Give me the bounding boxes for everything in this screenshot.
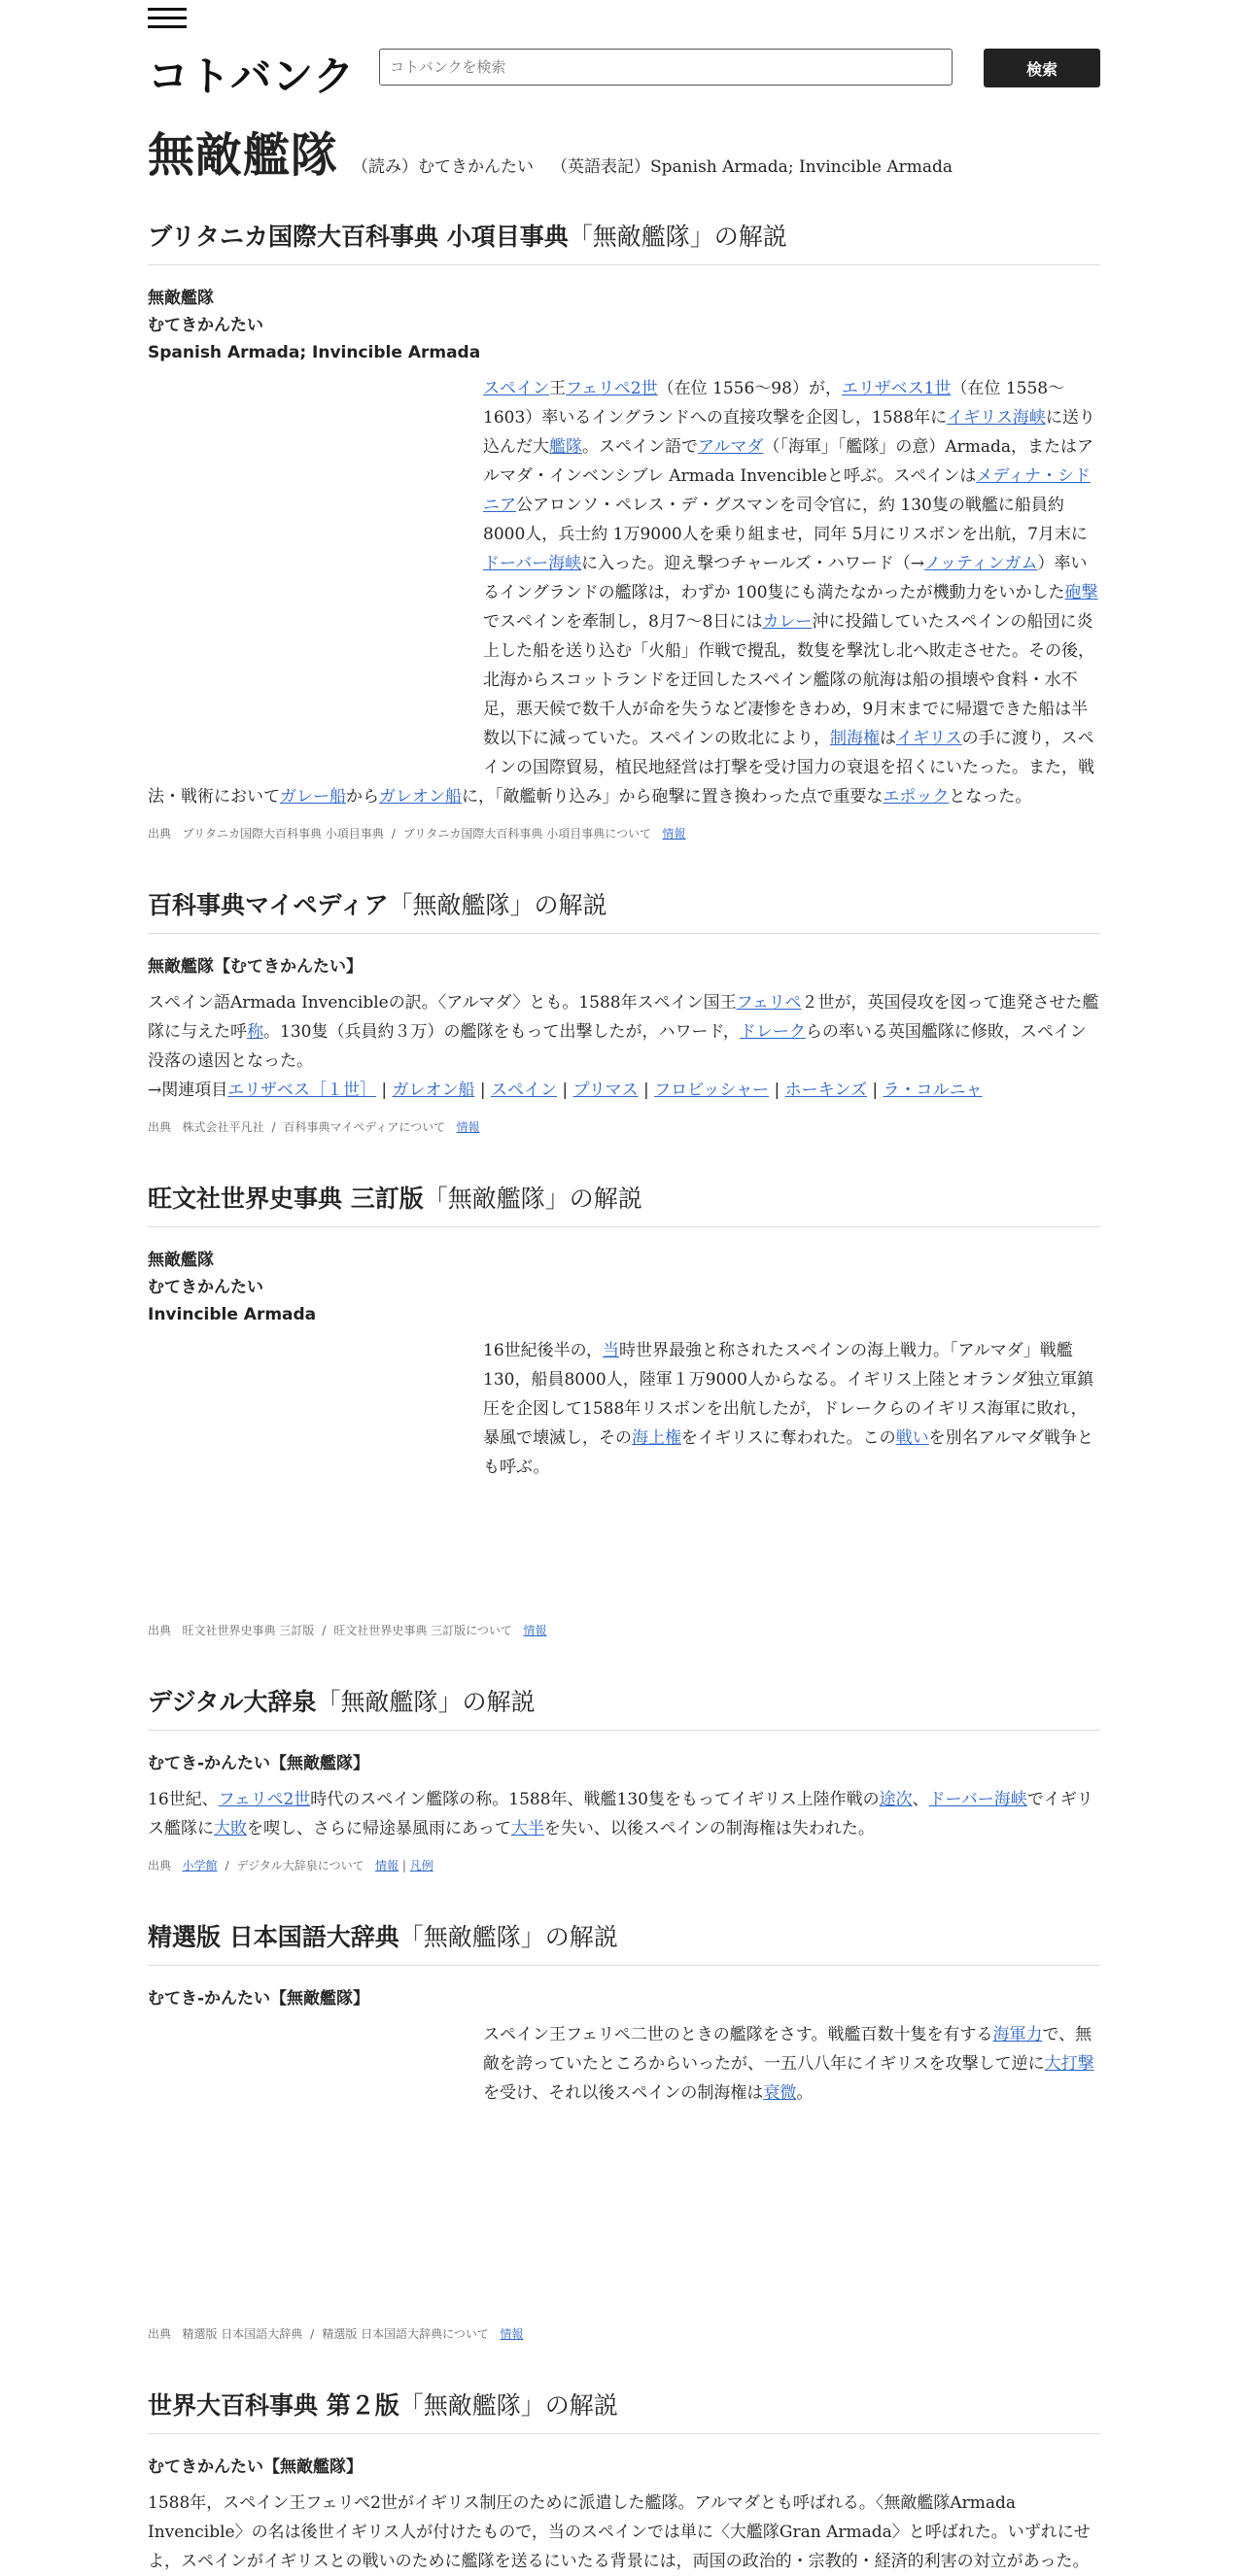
related-link[interactable]: フロビッシャー	[654, 1081, 770, 1100]
info-link[interactable]: 情報	[375, 1859, 399, 1872]
info-link[interactable]: 情報	[500, 2327, 524, 2341]
link-dover-strait[interactable]: ドーバー海峡	[483, 554, 582, 573]
site-header	[148, 0, 1100, 107]
link-nottingham[interactable]: ノッティンガム	[924, 554, 1038, 573]
entry-english: Spanish Armada; Invincible Armada	[148, 343, 481, 362]
section-title: 旺文社世界史事典 三訂版「無敵艦隊」の解説	[148, 1180, 1100, 1227]
section-title: 世界大百科事典 第２版「無敵艦隊」の解説	[148, 2387, 1100, 2434]
related-link[interactable]: スペイン	[491, 1081, 558, 1100]
link-felipe2[interactable]: フェリペ2世	[218, 1790, 311, 1809]
entry-body: スペイン王フェリペ二世のときの艦隊をさす。戦艦百数十隻を有する海軍力で、無敵を誇っていたところからいったが、一五八八年にイギリスを攻撃して逆に大打撃を受け、それ以後スペインの制海権は衰微。	[483, 2025, 1094, 2103]
source-line: 出典 旺文社世界史事典 三訂版 / 旺文社世界史事典 三訂版について 情報	[148, 1624, 547, 1637]
reading: （読み）むてきかんたい	[352, 157, 535, 177]
publisher-link[interactable]: 小学館	[182, 1859, 218, 1872]
related-link[interactable]: プリマス	[572, 1081, 639, 1100]
section-title: 精選版 日本国語大辞典「無敵艦隊」の解説	[148, 1918, 1100, 1966]
info-link[interactable]: 情報	[456, 1120, 480, 1134]
link-epoch[interactable]: エポック	[883, 787, 950, 807]
link-calais[interactable]: カレー	[762, 612, 813, 632]
link-spain[interactable]: スペイン	[483, 379, 549, 398]
link-toji[interactable]: 途次	[879, 1790, 913, 1809]
link-title[interactable]: 称	[247, 1022, 263, 1042]
link-decline[interactable]: 衰微	[763, 2083, 797, 2103]
entry-reading: むてきかんたい	[148, 316, 263, 335]
link-tou[interactable]: 当	[602, 1341, 619, 1360]
entry-body: スペイン語Armada Invencibleの訳。〈アルマダ〉とも。1588年スペイン国王フェリペ２世が，英国侵攻を図って進発させた艦隊に与えた呼称。130隻（兵員約３万）の艦隊をもって出撃したが，ハワード，ドレークらの率いる英国艦隊に修敗，スペイン没落の遠因となった。 →関連項目エリザベス［１世］ | ガレオン船 | スペイン | プリマス | フロビッシャー | ホーキンズ | ラ・コルニャ	[148, 988, 1100, 1105]
link-command-of-sea[interactable]: 制海権	[830, 729, 880, 748]
link-big-blow[interactable]: 大打撃	[1044, 2054, 1094, 2074]
link-felipe2[interactable]: フェリペ2世	[566, 379, 658, 398]
source-line: 出典 株式会社平凡社 / 百科事典マイペディアについて 情報	[148, 1120, 480, 1134]
source-line: 出典 精選版 日本国語大辞典 / 精選版 日本国語大辞典について 情報	[148, 2327, 524, 2341]
section-title: ブリタニカ国際大百科事典 小項目事典「無敵艦隊」の解説	[148, 218, 1100, 265]
entry-english: Invincible Armada	[148, 1305, 317, 1324]
section-heibonsha	[148, 2387, 1100, 2576]
search-input[interactable]	[379, 49, 953, 86]
entry-reading: むてきかんたい	[148, 1278, 263, 1297]
link-medina-sidonia[interactable]: メディナ・シドニア	[483, 466, 1091, 515]
section-daijisen	[148, 1683, 1100, 1873]
link-armada[interactable]: アルマダ	[698, 437, 764, 457]
english-notation: （英語表記）Spanish Armada; Invincible Armada	[551, 157, 953, 177]
related-link[interactable]: ガレオン船	[392, 1081, 475, 1100]
entry-body: 16世紀、フェリペ2世時代のスペイン艦隊の称。1588年、戦艦130隻をもってイギリス上陸作戦の途次、ドーバー海峡でイギリス艦隊に大敗を喫し、さらに帰途暴風雨にあって大半を失い、以後スペインの制海権は失われた。	[148, 1790, 1093, 1838]
entry-headword: 無敵艦隊【むてきかんたい】	[148, 957, 363, 977]
menu-icon[interactable]	[148, 8, 187, 29]
page	[148, 0, 1100, 2576]
link-taihan[interactable]: 大半	[510, 1819, 544, 1838]
link-english-channel[interactable]: イギリス海峡	[947, 408, 1046, 428]
entry-headword: 無敵艦隊	[148, 289, 214, 308]
link-dover-strait[interactable]: ドーバー海峡	[928, 1790, 1027, 1809]
section-obunsha	[148, 1180, 1100, 1638]
site-logo[interactable]: コトバンク	[148, 52, 356, 100]
link-battle[interactable]: 戦い	[895, 1428, 929, 1448]
section-mypedia	[148, 886, 1100, 1135]
info-link[interactable]: 情報	[523, 1624, 547, 1637]
link-england[interactable]: イギリス	[896, 729, 962, 748]
link-felipe[interactable]: フェリペ	[736, 993, 802, 1013]
entry-headword: 無敵艦隊	[148, 1251, 214, 1270]
entry-body: 1588年，スペイン王フェリペ2世がイギリス制圧のために派遣した艦隊。アルマダとも呼ばれる。〈無敵艦隊Armada Invencible〉の名は後世イギリス人が付けたもので，当のスペインでは単に〈大艦隊Gran Armada〉と呼ばれた。いずれにせよ，スペインがイギリスとの戦いのために艦隊を送るにいたる背景には，両国の政治的・宗教的・経済的利害の対立があった。	[148, 2493, 1091, 2571]
info-link[interactable]: 情報	[662, 827, 686, 841]
link-elizabeth1[interactable]: エリザベス1世	[841, 379, 952, 398]
section-britannica	[148, 218, 1100, 841]
section-title: デジタル大辞泉「無敵艦隊」の解説	[148, 1683, 1100, 1731]
search-button[interactable]: 検索	[984, 49, 1100, 87]
page-title: 無敵艦隊	[148, 128, 339, 183]
legend-link[interactable]: 凡例	[409, 1859, 433, 1872]
source-line: 出典 小学館 / デジタル大辞泉について 情報 | 凡例	[148, 1859, 433, 1872]
entry-headword: むてき-かんたい【無敵艦隊】	[148, 1989, 370, 2009]
related-link[interactable]: ラ・コルニャ	[883, 1081, 983, 1100]
link-fleet[interactable]: 艦隊	[549, 437, 582, 457]
related-link[interactable]: エリザベス［１世］	[227, 1081, 376, 1100]
link-galleon[interactable]: ガレオン船	[379, 787, 462, 807]
entry-headword: むてきかんたい【無敵艦隊】	[148, 2457, 363, 2477]
related-link[interactable]: ホーキンズ	[784, 1081, 867, 1100]
headword-block	[148, 117, 1100, 185]
link-naval-power[interactable]: 海軍力	[992, 2025, 1043, 2044]
link-bombardment[interactable]: 砲撃	[1064, 583, 1098, 602]
entry-body: 16世紀後半の，当時世界最強と称されたスペインの海上戦力。「アルマダ」戦艦130，船員8000人，陸軍１万9000人からなる。イギリス上陸とオランダ独立軍鎮圧を企図して1588年リスボンを出航したが，ドレークらのイギリス海軍に敗れ，暴風で壊滅し，その海上権をイギリスに奪われた。この戦いを別名アルマダ戦争とも呼ぶ。	[483, 1341, 1093, 1477]
entry-headword: むてき-かんたい【無敵艦隊】	[148, 1754, 370, 1773]
link-galley[interactable]: ガレー船	[280, 787, 346, 807]
section-title: 百科事典マイペディア「無敵艦隊」の解説	[148, 886, 1100, 934]
section-nikkoku	[148, 1918, 1100, 2342]
link-sea-power[interactable]: 海上権	[632, 1428, 681, 1448]
source-line: 出典 ブリタニカ国際大百科事典 小項目事典 / ブリタニカ国際大百科事典 小項目事典について 情報	[148, 827, 686, 841]
link-drake[interactable]: ドレーク	[739, 1022, 806, 1042]
related-items: →関連項目エリザベス［１世］ | ガレオン船 | スペイン | プリマス | フロビッシャー | ホーキンズ | ラ・コルニャ	[148, 1081, 983, 1100]
entry-body: スペイン王フェリペ2世（在位 1556～98）が，エリザベス1世（在位 1558～1603）率いるイングランドへの直接攻撃を企図し，1588年にイギリス海峡に送り込んだ大艦隊。スペイン語でアルマダ（「海軍」「艦隊」の意）Armada，またはアルマダ・インベンシブレ Armada Invencibleと呼ぶ。スペインはメディナ・シドニア公アロンソ・ペレス・デ・グスマンを司令官に，約 130隻の戦艦に船員約 8000人，兵士約 1万9000人を乗り組ませ，同年 5月にリスボンを出航，7月末にドーバー海峡に入った。迎え撃つチャールズ・ハワード（→ノッティンガム）率いるイングランドの艦隊は，わずか 100隻にも満たなかったが機動力をいかした砲撃でスペインを牽制し，8月7～8日にはカレー沖に投錨していたスペインの船団に炎上した船を送り込む「火船」作戦で攪乱，数隻を撃沈し北へ敗走させた。その後，北海からスコットランドを迂回したスペイン艦隊の航海は船の損壊や食料・水不足，悪天候で数千人が命を失うなど凄惨をきわめ，9月末までに帰還できた船は半数以下に減っていた。スペインの敗北により，制海権はイギリスの手に渡り，スペインの国際貿易，植民地経営は打撃を受け国力の衰退を招くにいたった。また，戦法・戦術においてガレー船からガレオン船に，「敵艦斬り込み」から砲撃に置き換わった点で重要なエポックとなった。	[148, 379, 1098, 807]
link-taihai[interactable]: 大敗	[214, 1819, 247, 1838]
